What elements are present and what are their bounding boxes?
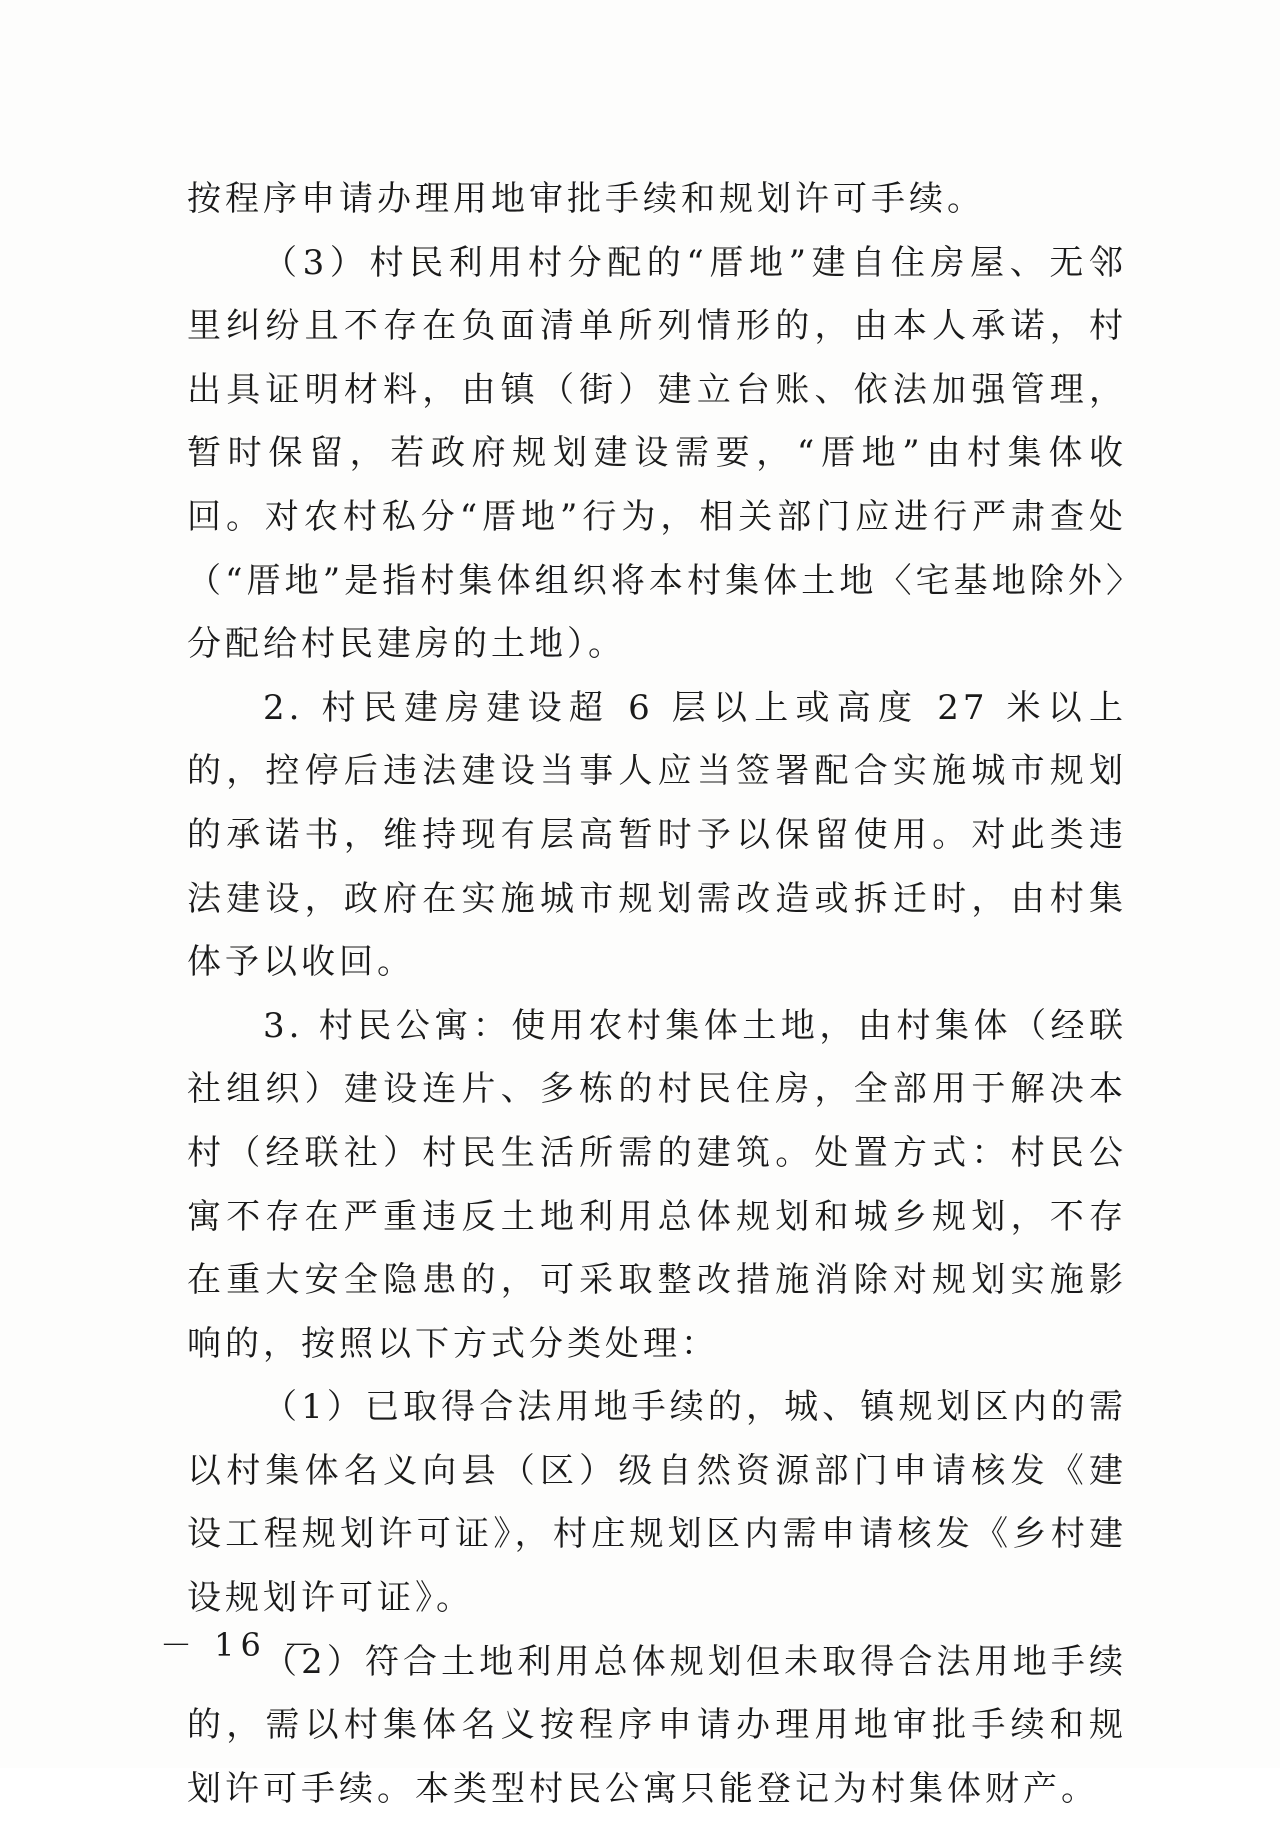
paragraph-6: （2）符合土地利用总体规划但未取得合法用地手续的，需以村集体名义按程序申请办理用地审批手续和规划许可手续。本类型村民公寓只能登记为村集体财产。 xyxy=(187,1641,1127,1809)
paragraph-3: 2. 村民建房建设超 6 层以上或高度 27 米以上的，控停后违法建设当事人应当签署配合实施城市规划的承诺书，维持现有层高暂时予以保留使用。对此类违法建设，政府在实施城市规划需改造或拆迁时，由村集体予以收回。 xyxy=(187,687,1127,983)
document-body xyxy=(187,168,1127,1821)
paragraph-4: 3. 村民公寓：使用农村集体土地，由村集体（经联社组织）建设连片、多栋的村民住房，全部用于解决本村（经联社）村民生活所需的建筑。处置方式：村民公寓不存在严重违反土地利用总体规划和城乡规划，不存在重大安全隐患的，可采取整改措施消除对规划实施影响的，按照以下方式分类处理： xyxy=(187,1005,1127,1364)
paragraph-2: （3）村民利用村分配的“厝地”建自住房屋、无邻里纠纷且不存在负面清单所列情形的，由本人承诺，村出具证明材料，由镇（街）建立台账、依法加强管理，暂时保留，若政府规划建设需要，“厝地”由村集体收回。对农村私分“厝地”行为，相关部门应进行严肃查处（“厝地”是指村集体组织将本村集体土地〈宅基地除外〉分配给村民建房的土地）。 xyxy=(187,242,1127,665)
paragraph-5: （1）已取得合法用地手续的，城、镇规划区内的需以村集体名义向县（区）级自然资源部门申请核发《建设工程规划许可证》，村庄规划区内需申请核发《乡村建设规划许可证》。 xyxy=(187,1387,1127,1619)
page-number: － 16 － xyxy=(160,1626,322,1664)
paragraph-1: 按程序申请办理用地审批手续和规划许可手续。 xyxy=(187,179,985,219)
